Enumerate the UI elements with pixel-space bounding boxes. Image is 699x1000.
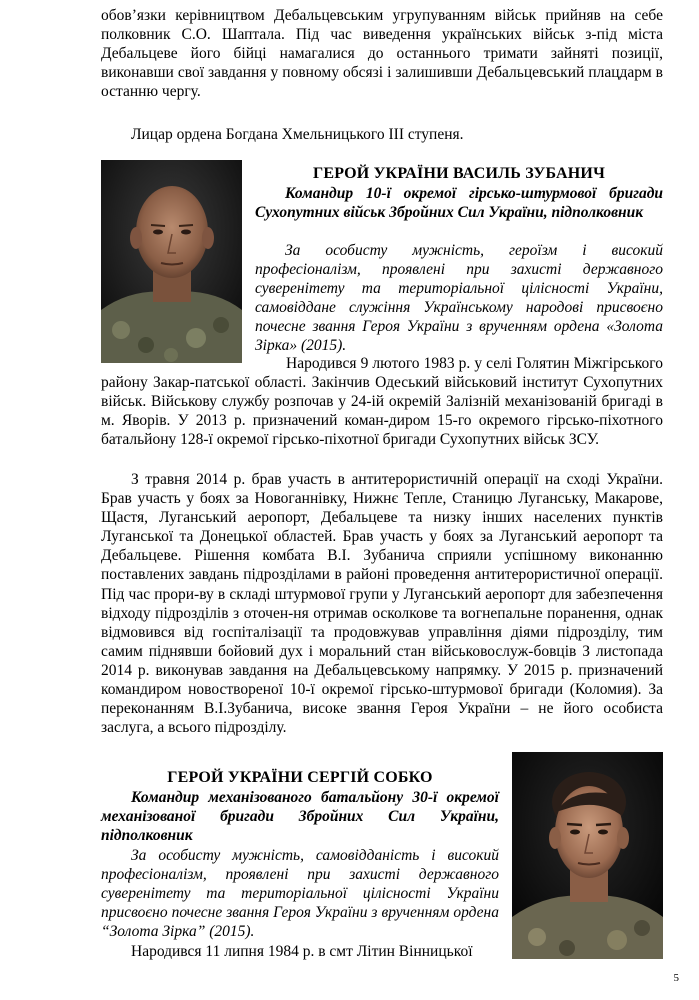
page-number: 5 xyxy=(673,972,679,984)
zubanych-bio-paragraph: Народився 9 лютого 1983 р. у селі Голятин Міжгірського району Закар-патської області. Закінчив Одеський військовий інститут Сухопутних військ. Військову службу розпочав у 24-ій окремій Залізній механізованій бригаді в м. Яворів. У 2013 р. призначений коман-диром 15-го окремого гірсько-піхотного батальйону 128-ї окремої гірсько-піхотної бригади Сухопутних військ ЗСУ. xyxy=(101,355,663,449)
sobko-citation: За особисту мужність, самовідданість і високий професіоналізм, проявлені при захисті державного суверенітету та територіальної цілісності України присвоєно почесне звання Героя України з врученням ордена “Золота Зірка” (2015). xyxy=(101,847,499,940)
order-paragraph: Лицар ордена Богдана Хмельницького ІІІ ступеня. xyxy=(131,126,464,143)
sobko-photo xyxy=(512,752,663,959)
sobko-heading: ГЕРОЙ УКРАЇНИ СЕРГІЙ СОБКО xyxy=(167,769,433,786)
intro-paragraph: обов’язки керівництвом Дебальцевським угрупуванням військ прийняв на себе полковник С.О. Шаптала. Під час виведення українських військ з-під міста Дебальцеве його бійці намагалися до останнього тримати зайняті позиції, виконавши свої завдання у повному обсязі і залишивши Дебальцевський плацдарм в останню чергу. xyxy=(101,7,663,101)
zubanych-heading: ГЕРОЙ УКРАЇНИ ВАСИЛЬ ЗУБАНИЧ xyxy=(312,165,606,182)
sobko-role: Командир механізованого батальйону 30-ї окремої механізованої бригади Збройних Сил України, підполковник xyxy=(101,789,499,844)
sobko-bio-paragraph: Народився 11 липня 1984 р. в смт Літин Вінницької xyxy=(131,943,473,960)
zubanych-citation: За особисту мужність, героїзм і високий професіоналізм, проявлені при захисті державного суверенітету та територіальної цілісності України, самовіддане служіння Українському народові присвоєно почесне звання Героя України з врученням ордена «Золота Зірка» (2015). xyxy=(255,242,663,354)
zubanych-service-paragraph: З травня 2014 р. брав участь в антитерористичній операції на сході України. Брав участь у боях за Новоганнівку, Нижнє Тепле, Станицю Луганську, Макарове, Щастя, Луганський аеропорт, Дебальцеве та низку інших населених пунктів Луганської та Донецької областей. Брав участь у боях за Луганський аеропорт та Дебальцеве. Рішення комбата В.І. Зубанича сприяли успішному виконанню поставлених завдань підрозділами в районі проведення антитерористичної операції. Під час прори-ву в складі штурмової групи у Луганський аеропорт для забезпечення відходу підрозділів з оточен-ня отримав осколкове та вогнепальне поранення, однак відмовився від госпіталізації та продовжував управління діями підрозділу, тим самим піднявши бойовий дух і моральний стан військовослуж-бовців З листопада 2014 р. виконував завдання на Дебальцевському напрямку. У 2015 р. призначений командиром новоствореної 10-ї окремої гірсько-штурмової бригади (Коломия). За переконанням В.І.Зубанича, високе звання Героя України – не його особиста заслуга, а всього підрозділу. xyxy=(101,471,663,737)
zubanych-role: Командир 10-ї окремої гірсько-штурмової бригади Сухопутних військ Збройних Сил України, підполковник xyxy=(255,185,663,221)
zubanych-photo xyxy=(101,160,242,363)
